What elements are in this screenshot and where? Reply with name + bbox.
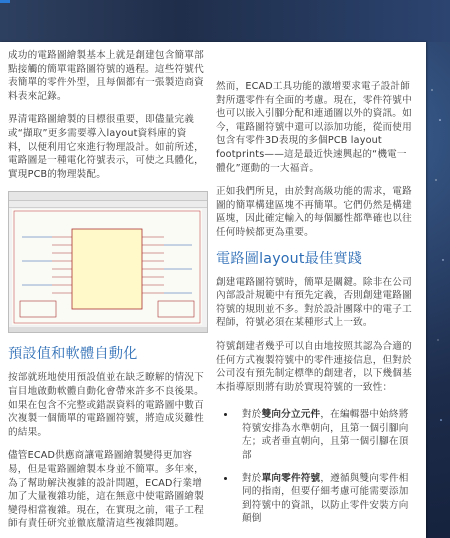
- list-item: [236, 472, 416, 526]
- schematic-drawing: [12, 209, 202, 325]
- right-paragraph-1: 然而，ECAD工具功能的激增要求電子設計師對所選零件有全面的考慮。現在，零件符號中也可以嵌入引腳分配和連通圖以外的資訊。如今，電路圖符號中還可以添加功能，從而使用包含有零件3D表現的多個PCB layout footprints——這是最近快速興起的“機電一體化”運動的一大福音。: [216, 81, 412, 174]
- section-heading-defaults: 預設值和軟體自動化: [8, 346, 138, 363]
- section-heading-best-practices: 電路圖layout最佳實踐: [216, 250, 363, 267]
- right-column: [216, 80, 416, 535]
- list-item-prefix: 對於: [242, 409, 262, 421]
- left-column: [8, 49, 206, 538]
- schematic-editor-screenshot: [8, 191, 208, 333]
- left-paragraph-4: 儘管ECAD供應商讓電路圖繪製變得更加容易，但是電路圖繪製本身並不簡單。多年來，為了幫助解決複雜的設計問題，ECAD行業增加了大量複雜功能，這在無意中使電路圖繪製變得相當複雜。現在，在實現之前，電子工程師有責任研究並徹底釐清這些複雜問題。: [8, 450, 204, 530]
- document-page: [0, 42, 426, 538]
- editor-menubar: [9, 192, 207, 201]
- schematic-canvas: [12, 209, 202, 325]
- editor-toolbar: [9, 201, 207, 208]
- editor-statusbar: [9, 327, 207, 332]
- right-paragraph-4: 符號創建者幾乎可以自由地按照其認為合適的任何方式複製符號中的零件連接信息，但對於公司沒有預先制定標準的創建者，以下幾個基本指導原則將有助於實現符號的一致性：: [216, 340, 412, 393]
- list-item-text: ，在編輯器中始終將符號安排為水準朝向，且第一個引腳向左；或者垂直朝向，且第一個引腳在頂部: [242, 409, 409, 462]
- list-item-keyword: 單向零件符號: [261, 472, 321, 484]
- list-item: [236, 408, 416, 462]
- list-item-text: ，遵循與雙向零件相同的指南，但要仔細考慮可能需要添加到符號中的資訊，以防止零件安裝方向顛倒: [242, 472, 409, 525]
- left-paragraph-1: 成功的電路圖繪製基本上就是創建包含簡單部點接觸的簡單電路圖符號的過程。這些符號代表簡單的零件外型，且每個都有一張製造商資料表來記錄。: [8, 50, 204, 102]
- right-paragraph-3: 創建電路圖符號時，簡單是關鍵。除非在公司內部設計規範中有預先定義，否則創建電路圖符號的規則並不多。對於設計團隊中的電子工程師，符號必須在某種形式上一致。: [216, 276, 412, 329]
- list-item-prefix: 對於: [242, 472, 262, 484]
- right-paragraph-2: 正如我們所見，由於對高級功能的需求，電路圖的簡單構建區塊不再簡單。它們仍然是構建區塊，因此確定輸入的每個屬性都準確也以往任何時候都更為重要。: [216, 186, 412, 238]
- top-banner: [0, 0, 450, 42]
- left-paragraph-2: 界清電路圖繪製的目標很重要，即儘量完義或“擷取”更多需要導入layout資料庫的資料，以便利用它來進行物理設計。如前所述，電路圖是一種電化符號表示，可使之具體化，實現PCB的物理裝配。: [8, 114, 204, 180]
- corner-accent: [0, 0, 10, 3]
- list-item-keyword: 雙向分立元件: [261, 409, 321, 421]
- left-paragraph-3: 按部就班地使用預設值並在缺乏瞭解的情況下盲目地啟動軟體自動化會帶來許多不良後果。如果在包含不完整或錯誤資料的電路圖中數百次複製一個簡單的電路圖符號，將造成災難性的結果。: [8, 372, 204, 438]
- guideline-list: [216, 408, 416, 526]
